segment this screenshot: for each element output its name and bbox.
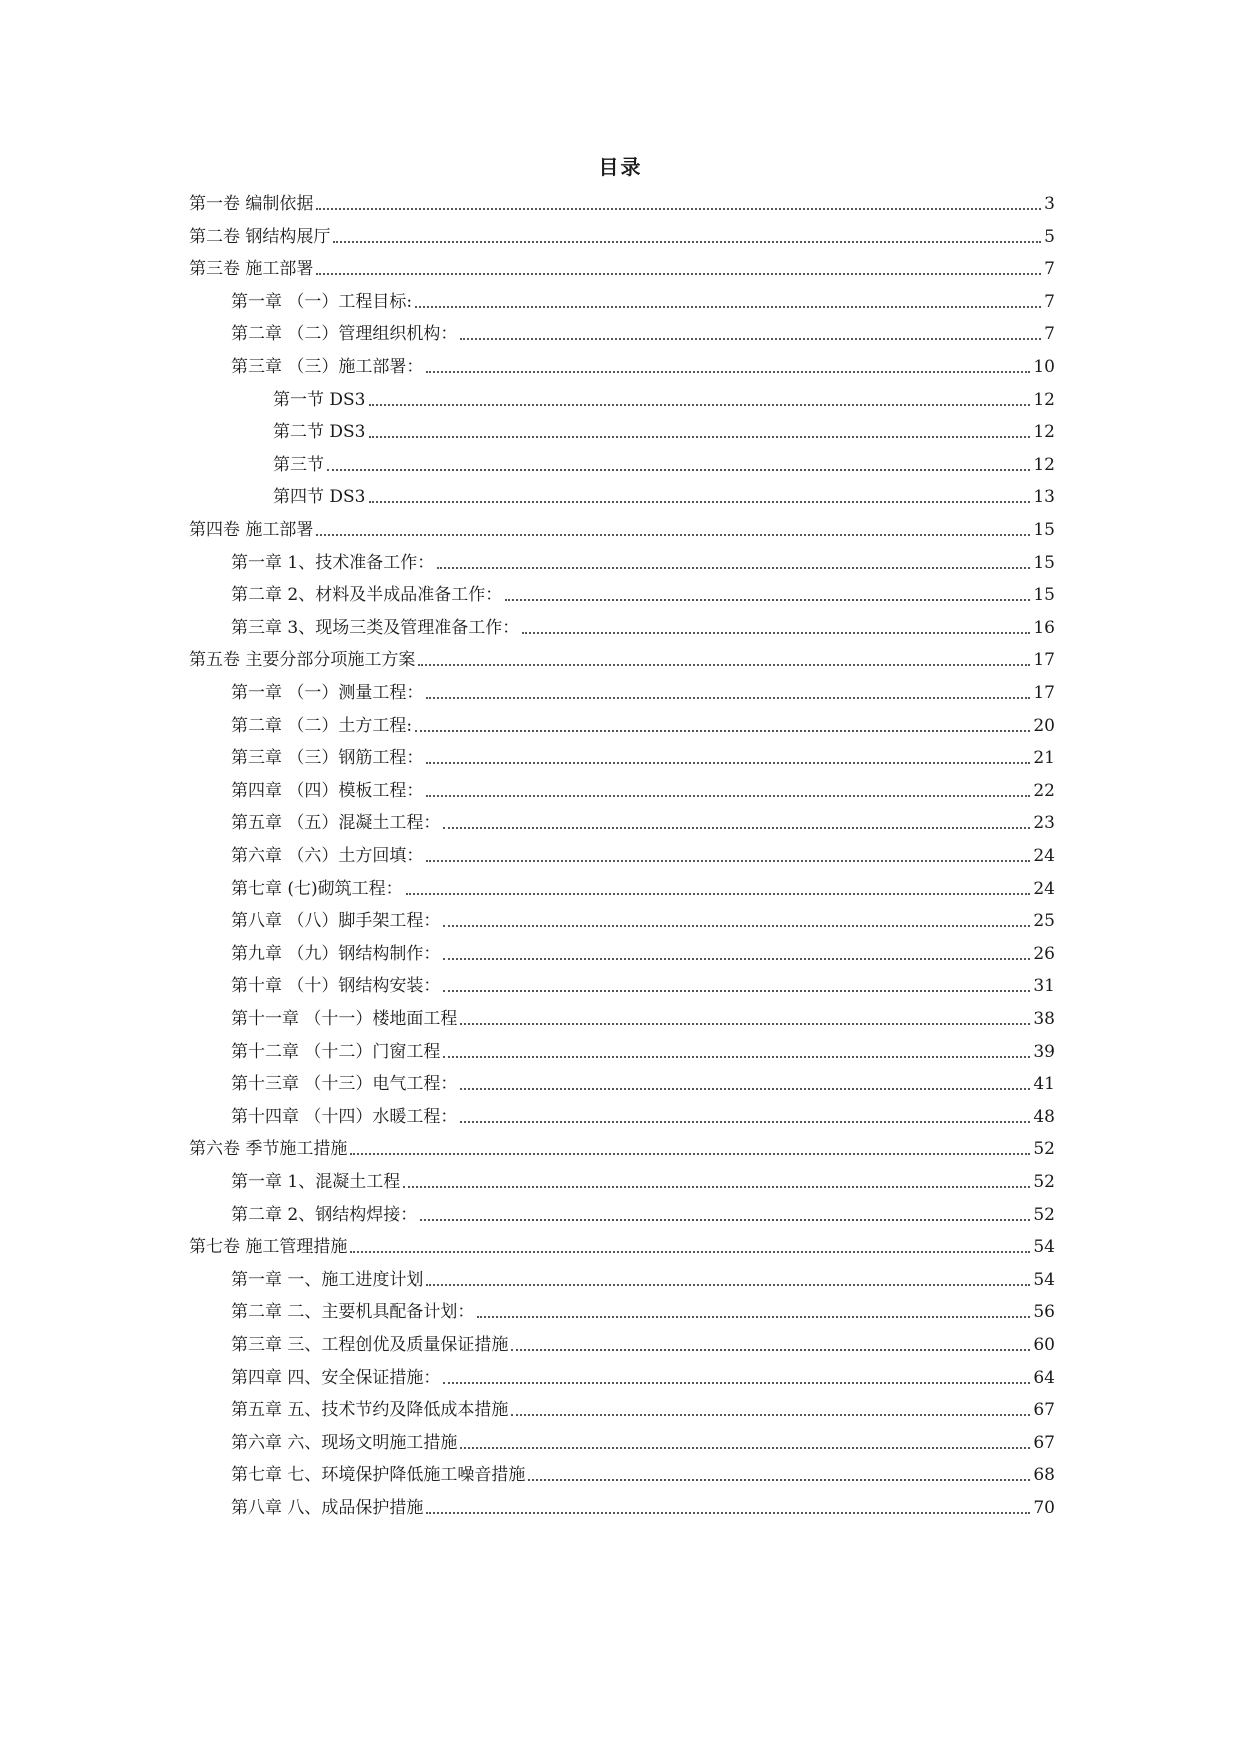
toc-entry-page-number: 22	[1033, 780, 1055, 801]
toc-entry[interactable]	[231, 1035, 1055, 1063]
toc-entry[interactable]	[273, 448, 1055, 476]
dot-leader	[505, 599, 1030, 601]
toc-entry[interactable]	[231, 1361, 1055, 1389]
dot-leader	[316, 273, 1041, 275]
toc-entry-page-number: 54	[1033, 1237, 1055, 1258]
toc-entry-label: 第二章 （二）土方工程:	[231, 715, 413, 736]
toc-entry-label: 第一章 （一）工程目标:	[231, 291, 413, 312]
toc-entry-page-number: 17	[1033, 683, 1055, 703]
toc-entry-label: 第二章 2、钢结构焊接：	[231, 1204, 418, 1225]
dot-leader	[333, 241, 1041, 243]
toc-entry-page-number: 7	[1044, 291, 1055, 312]
toc-entry-page-number: 21	[1033, 748, 1055, 769]
toc-entry[interactable]	[189, 643, 1055, 671]
toc-entry-page-number: 7	[1044, 324, 1055, 345]
toc-entry[interactable]	[231, 1393, 1055, 1421]
dot-leader	[369, 436, 1031, 438]
toc-entry[interactable]	[231, 806, 1055, 834]
toc-entry[interactable]	[231, 1198, 1055, 1226]
toc-entry-label: 第二章 （二）管理组织机构：	[231, 324, 458, 345]
dot-leader	[327, 469, 1030, 471]
toc-entry-label: 第三节	[273, 454, 324, 475]
toc-entry[interactable]	[189, 220, 1055, 248]
dot-leader	[460, 1447, 1030, 1449]
toc-entry[interactable]	[231, 1295, 1055, 1323]
dot-leader	[426, 371, 1030, 373]
toc-entry[interactable]	[231, 350, 1055, 378]
toc-entry[interactable]	[231, 904, 1055, 932]
toc-entry[interactable]	[231, 611, 1055, 639]
toc-entry[interactable]	[231, 1100, 1055, 1128]
dot-leader	[403, 1186, 1030, 1188]
toc-entry-label: 第八章 八、成品保护措施	[231, 1498, 424, 1518]
toc-entry-label: 第一章 一、施工进度计划	[231, 1269, 424, 1290]
toc-entry-page-number: 67	[1033, 1400, 1055, 1421]
toc-entry-label: 第一章 （一）测量工程：	[231, 683, 424, 703]
toc-entry-page-number: 31	[1033, 976, 1055, 997]
toc-entry-label: 第四章 四、安全保证措施：	[231, 1367, 441, 1388]
toc-entry-page-number: 41	[1033, 1074, 1055, 1095]
toc-entry-page-number: 23	[1033, 813, 1055, 834]
toc-entry-page-number: 26	[1033, 943, 1055, 964]
toc-entry[interactable]	[231, 1067, 1055, 1095]
toc-entry-page-number: 12	[1033, 389, 1055, 410]
toc-entry-label: 第二章 二、主要机具配备计划：	[231, 1302, 475, 1323]
toc-entry-label: 第四卷 施工部署	[189, 520, 314, 540]
toc-entry[interactable]	[231, 1263, 1055, 1291]
dot-leader	[437, 567, 1030, 569]
dot-leader	[420, 1219, 1030, 1221]
toc-entry-label: 第四章 （四）模板工程：	[231, 780, 424, 801]
toc-entry-page-number: 16	[1033, 617, 1055, 638]
toc-entry-label: 第二节 DS3	[273, 422, 366, 443]
dot-leader	[460, 1088, 1030, 1090]
dot-leader	[426, 1512, 1030, 1514]
toc-entry[interactable]	[231, 774, 1055, 802]
dot-leader	[522, 632, 1030, 634]
dot-leader	[369, 404, 1031, 406]
toc-entry-label: 第七章 (七)砌筑工程：	[231, 878, 403, 899]
toc-entry[interactable]	[231, 676, 1055, 704]
dot-leader	[511, 1349, 1030, 1351]
toc-entry-label: 第二卷 钢结构展厅	[189, 226, 331, 247]
dot-leader	[443, 990, 1030, 992]
toc-entry-label: 第五章 （五）混凝土工程：	[231, 813, 441, 834]
dot-leader	[426, 697, 1030, 699]
toc-entry-label: 第六章 （六）土方回填：	[231, 846, 424, 866]
toc-entry-page-number: 67	[1033, 1432, 1055, 1453]
dot-leader	[426, 762, 1030, 764]
dot-leader	[443, 1382, 1030, 1384]
dot-leader	[528, 1479, 1030, 1481]
toc-entry-label: 第十一章 （十一）楼地面工程	[231, 1009, 458, 1029]
toc-entry-label: 第一章 1、技术准备工作：	[231, 552, 435, 573]
toc-entry[interactable]	[231, 546, 1055, 574]
toc-entry-page-number: 52	[1033, 1139, 1055, 1160]
toc-entry-label: 第九章 （九）钢结构制作：	[231, 943, 441, 964]
toc-entry[interactable]	[231, 969, 1055, 997]
dot-leader	[316, 208, 1041, 210]
toc-entry-page-number: 60	[1033, 1335, 1055, 1355]
toc-entry-label: 第三章 3、现场三类及管理准备工作：	[231, 617, 520, 638]
toc-entry-page-number: 12	[1033, 454, 1055, 475]
toc-entry-label: 第六章 六、现场文明施工措施	[231, 1432, 458, 1453]
toc-entry[interactable]	[231, 839, 1055, 867]
toc-entry-page-number: 52	[1033, 1172, 1055, 1192]
toc-entry[interactable]	[231, 1491, 1055, 1519]
toc-entry-label: 第八章 （八）脚手架工程：	[231, 911, 441, 932]
dot-leader	[443, 827, 1030, 829]
dot-leader	[415, 730, 1030, 732]
dot-leader	[426, 860, 1030, 862]
toc-entry[interactable]	[231, 317, 1055, 345]
toc-entry[interactable]	[231, 1328, 1055, 1356]
toc-entry-label: 第一章 1、混凝土工程	[231, 1172, 401, 1192]
toc-entry[interactable]	[273, 383, 1055, 411]
toc-entry-label: 第五章 五、技术节约及降低成本措施	[231, 1400, 509, 1421]
toc-entry[interactable]	[273, 415, 1055, 443]
dot-leader	[418, 664, 1030, 666]
toc-entry-label: 第七卷 施工管理措施	[189, 1237, 348, 1258]
toc-entry[interactable]	[231, 741, 1055, 769]
toc-entry-label: 第一节 DS3	[273, 389, 366, 410]
toc-entry[interactable]	[231, 578, 1055, 606]
dot-leader	[460, 1023, 1030, 1025]
toc-entry-page-number: 15	[1033, 552, 1055, 573]
toc-entry[interactable]	[231, 285, 1055, 313]
toc-entry-label: 第三章 三、工程创优及质量保证措施	[231, 1335, 509, 1355]
toc-entry-page-number: 54	[1033, 1269, 1055, 1290]
toc-entry[interactable]	[231, 709, 1055, 737]
dot-leader	[460, 338, 1041, 340]
toc-entry-page-number: 56	[1033, 1302, 1055, 1323]
toc-entry-page-number: 24	[1033, 878, 1055, 899]
toc-entry[interactable]	[231, 1165, 1055, 1193]
toc-entry-page-number: 3	[1044, 194, 1055, 214]
toc-entry-label: 第四节 DS3	[273, 487, 366, 508]
toc-entry-page-number: 25	[1033, 911, 1055, 932]
toc-entry-page-number: 64	[1033, 1367, 1055, 1388]
toc-entry-label: 第三章 （三）施工部署：	[231, 357, 424, 377]
dot-leader	[460, 1121, 1030, 1123]
dot-leader	[415, 306, 1041, 308]
dot-leader	[443, 925, 1030, 927]
toc-entry[interactable]	[189, 252, 1055, 280]
dot-leader	[511, 1414, 1030, 1416]
toc-entry[interactable]	[189, 1230, 1055, 1258]
toc-entry-label: 第六卷 季节施工措施	[189, 1139, 348, 1160]
toc-entry[interactable]	[231, 1002, 1055, 1030]
toc-entry-label: 第二章 2、材料及半成品准备工作：	[231, 585, 503, 606]
toc-entry-label: 第十章 （十）钢结构安装：	[231, 976, 441, 997]
toc-entry-label: 第十二章 （十二）门窗工程	[231, 1041, 441, 1062]
dot-leader	[369, 501, 1031, 503]
toc-entry-label: 第七章 七、环境保护降低施工噪音措施	[231, 1465, 526, 1486]
toc-entry-page-number: 39	[1033, 1041, 1055, 1062]
toc-entry[interactable]	[189, 1132, 1055, 1160]
toc-entry[interactable]	[231, 937, 1055, 965]
toc-title: 目录	[598, 155, 643, 179]
dot-leader	[350, 1153, 1030, 1155]
toc-entry-page-number: 52	[1033, 1204, 1055, 1225]
toc-entry-label: 第三章 （三）钢筋工程：	[231, 748, 424, 769]
toc-entry-page-number: 13	[1033, 487, 1055, 508]
toc-entry-page-number: 15	[1033, 520, 1055, 540]
toc-entry-label: 第十四章 （十四）水暖工程：	[231, 1106, 458, 1127]
dot-leader	[406, 893, 1031, 895]
dot-leader	[426, 795, 1030, 797]
dot-leader	[316, 534, 1030, 536]
toc-entry-page-number: 24	[1033, 846, 1055, 866]
toc-entry-page-number: 5	[1044, 226, 1055, 247]
toc-entry[interactable]	[273, 480, 1055, 508]
toc-entry-page-number: 10	[1033, 357, 1055, 377]
toc-entry-label: 第三卷 施工部署	[189, 259, 314, 280]
toc-entry-label: 第十三章 （十三）电气工程：	[231, 1074, 458, 1095]
dot-leader	[477, 1316, 1030, 1318]
dot-leader	[443, 958, 1030, 960]
toc-entry-page-number: 48	[1033, 1106, 1055, 1127]
toc-entry-page-number: 20	[1033, 715, 1055, 736]
toc-entry[interactable]	[231, 872, 1055, 900]
toc-entry[interactable]	[189, 187, 1055, 215]
toc-entry-page-number: 7	[1044, 259, 1055, 280]
dot-leader	[350, 1251, 1030, 1253]
dot-leader	[443, 1056, 1030, 1058]
toc-entry-page-number: 68	[1033, 1465, 1055, 1486]
dot-leader	[426, 1284, 1030, 1286]
toc-entry-page-number: 17	[1033, 650, 1055, 671]
toc-entry-label: 第一卷 编制依据	[189, 194, 314, 214]
toc-entry-label: 第五卷 主要分部分项施工方案	[189, 650, 416, 671]
toc-entry[interactable]	[231, 1426, 1055, 1454]
toc-entry-page-number: 12	[1033, 422, 1055, 443]
toc-entry-page-number: 70	[1033, 1498, 1055, 1518]
toc-entry-page-number: 38	[1033, 1009, 1055, 1029]
toc-entry-page-number: 15	[1033, 585, 1055, 606]
toc-entry[interactable]	[189, 513, 1055, 541]
toc-entry[interactable]	[231, 1458, 1055, 1486]
